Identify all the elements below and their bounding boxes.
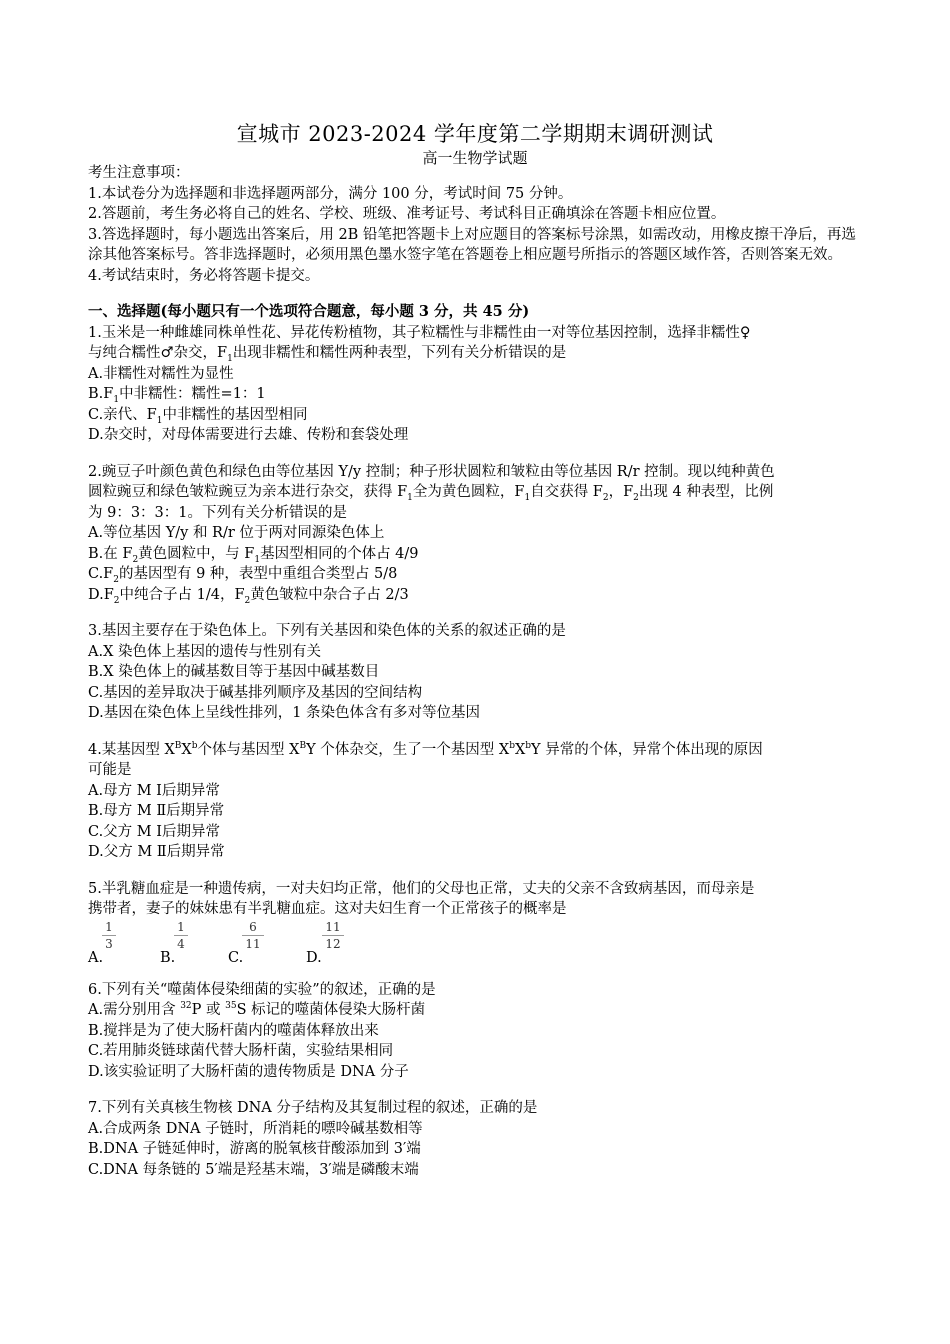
q4-stem-line1: 4.某基因型 $X^BX^b$个体与基因型 $X^BY$ 个体杂交，生了一个基因型 $X^bX^bY$ 异常的个体，异常个体出现的原因 (88, 740, 763, 758)
q3-option-c: C.基因的差异取决于碱基排列顺序及基因的空间结构 (88, 684, 423, 701)
q6-option-a: A.需分别用含 $^{32}$P 或 $^{35}$S 标记的噬菌体侵染大肠杆菌 (88, 1001, 426, 1018)
q2-option-b: B.在 $F_2$黄色圆粒中，与 $F_1$基因型相同的个体占 4/9 (88, 545, 419, 565)
q1-option-b: $B.F_1$中非糯性：糯性=1：1 (88, 386, 266, 405)
q1-stem-line1: 1.玉米是一种雌雄同株单性花、异花传粉植物，其子粒糯性与非糯性由一对等位基因控制，选择非糯性♀ (88, 324, 751, 341)
fraction: 6 11 (242, 920, 264, 951)
question-3 (88, 621, 866, 724)
notice-item: 4.考试结束时，务必将答题卡提交。 (88, 267, 320, 284)
section-heading: 一、选择题(每小题只有一个选项符合题意，每小题 3 分，共 45 分) (88, 303, 530, 320)
q5-stem-line2: 携带者，妻子的妹妹患有半乳糖血症。这对夫妇生育一个正常孩子的概率是 (88, 901, 567, 917)
q2-stem-line1: 2.豌豆子叶颜色黄色和绿色由等位基因 Y/y 控制；种子形状圆粒和皱粒由等位基因 R/r 控制。现以纯种黄色 (88, 463, 775, 480)
question-5 (88, 879, 866, 964)
question-2 (88, 462, 866, 606)
question-4 (88, 740, 866, 863)
exam-subtitle: 高一生物学试题 (422, 149, 528, 167)
q2-stem-line2: 圆粒豌豆和绿色皱粒豌豆为亲本进行杂交，获得 $F_1$全为黄色圆粒，$F_1$自交获得 $F_2$，$F_2$出现 4 种表型，比例 (88, 484, 774, 503)
q3-stem: 3.基因主要存在于染色体上。下列有关基因和染色体的关系的叙述正确的是 (88, 623, 566, 639)
question-7 (88, 1098, 866, 1180)
notice-heading: 考生注意事项： (88, 165, 190, 181)
q6-stem: 6.下列有关“噬菌体侵染细菌的实验”的叙述，正确的是 (88, 981, 436, 998)
notice-item: 1.本试卷分为选择题和非选择题两部分，满分 100 分，考试时间 75 分钟。 (88, 185, 573, 202)
q3-option-d: D.基因在染色体上呈线性排列，1 条染色体含有多对等位基因 (88, 705, 481, 721)
q4-option-a: A.母方 M Ⅰ后期异常 (88, 782, 220, 799)
q7-option-a: A.合成两条 DNA 子链时，所消耗的嘌呤碱基数相等 (88, 1120, 423, 1137)
q3-option-b: B.X 染色体上的碱基数目等于基因中碱基数目 (88, 664, 380, 680)
q5-options: A. 1 3 B. 1 4 C. 6 11 D. 11 12 (88, 920, 866, 964)
q2-option-d: $D.F_2$中纯合子占 1/4，$F_2$黄色皱粒中杂合子占 2/3 (88, 586, 409, 606)
q4-option-c: C.父方 M Ⅰ后期异常 (88, 823, 220, 840)
q3-option-a: A.X 染色体上基因的遗传与性别有关 (88, 643, 322, 660)
q7-stem: 7.下列有关真核生物核 DNA 分子结构及其复制过程的叙述，正确的是 (88, 1100, 538, 1116)
fraction: 1 3 (102, 920, 116, 951)
q4-option-b: B.母方 M Ⅱ后期异常 (88, 803, 225, 819)
q4-option-d: D.父方 M Ⅱ后期异常 (88, 844, 225, 860)
question-6 (88, 980, 866, 1083)
notice-item: 2.答题前，考生务必将自己的姓名、学校、班级、准考证号、考试科目正确填涂在答题卡相应位置。 (88, 206, 726, 222)
q1-option-a: A.非糯性对糯性为显性 (88, 365, 234, 382)
q2-option-a: A.等位基因 Y/y 和 R/r 位于两对同源染色体上 (88, 525, 385, 541)
q5-stem-line1: 5.半乳糖血症是一种遗传病，一对夫妇均正常，他们的父母也正常，丈夫的父亲不含致病基因，而母亲是 (88, 880, 755, 897)
q6-option-c: C.若用肺炎链球菌代替大肠杆菌，实验结果相同 (88, 1043, 394, 1059)
notice-item: 3.答选择题时，每小题选出答案后，用 2B 铅笔把答题卡上对应题目的答案标号涂黑，如需改动，用橡皮擦干净后，再选涂其他答案标号。答非选择题时，必须用黑色墨水签字笔在答题卷上相应题号所指示的答题区域作答，否则答案无效。 (88, 226, 856, 263)
q2-option-c: $C.F_2$的基因型有 9 种，表型中重组合类型占 5/8 (88, 566, 398, 585)
q7-option-b: B.DNA 子链延伸时，游离的脱氧核苷酸添加到 3′端 (88, 1141, 421, 1157)
q2-stem-line3: 为 9：3：3：1。下列有关分析错误的是 (88, 504, 348, 521)
q6-option-d: D.该实验证明了大肠杆菌的遗传物质是 DNA 分子 (88, 1063, 409, 1080)
exam-title: 宣城市 2023-2024 学年度第二学期期末调研测试 (236, 122, 714, 146)
q6-option-b: B.搅拌是为了使大肠杆菌内的噬菌体释放出来 (88, 1022, 379, 1039)
fraction: 11 12 (322, 920, 344, 951)
question-1 (88, 323, 866, 446)
fraction: 1 4 (174, 920, 188, 951)
q1-stem-line2: 与纯合糯性♂杂交，$F_1$出现非糯性和糯性两种表型，下列有关分析错误的是 (88, 345, 567, 364)
exam-content (88, 163, 866, 1180)
q1-option-c: C.亲代、$F_1$中非糯性的基因型相同 (88, 406, 308, 426)
q7-option-c: C.DNA 每条链的 5′端是羟基末端，3′端是磷酸末端 (88, 1161, 419, 1178)
q4-stem-line2: 可能是 (88, 762, 132, 778)
q1-option-d: D.杂交时，对母体需要进行去雄、传粉和套袋处理 (88, 427, 409, 443)
